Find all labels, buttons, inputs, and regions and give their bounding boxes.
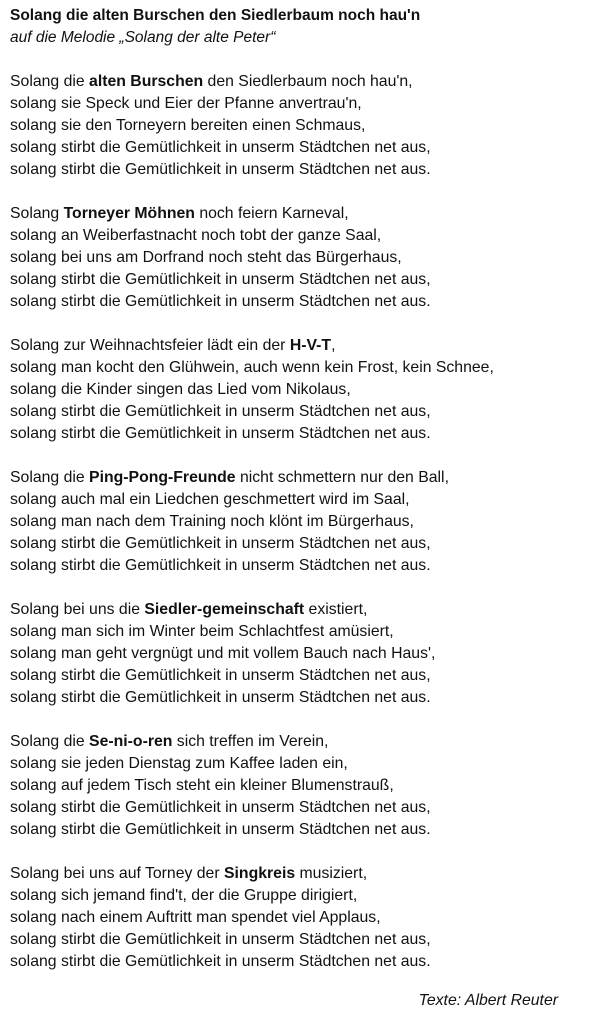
group-name: Torneyer Möhnen: [63, 205, 195, 222]
stanza-2: [10, 203, 596, 313]
song-title: Solang die alten Burschen den Siedlerbaum noch hau'n: [10, 7, 421, 24]
verse-text: noch feiern Karneval,: [194, 205, 349, 222]
verse-line: [10, 951, 596, 973]
verse-text: Solang zur Weihnachtsfeier lädt ein der: [10, 337, 290, 354]
verse-line: [10, 621, 596, 643]
verse-text: solang sie jeden Dienstag zum Kaffee laden ein,: [10, 755, 348, 772]
verse-line: [10, 93, 596, 115]
verse-text: solang stirbt die Gemütlichkeit in unserm Städtchen net aus,: [10, 535, 431, 552]
verse-line: [10, 467, 596, 489]
verse-text: Solang die: [10, 469, 90, 486]
group-name: alten Burschen: [89, 73, 204, 90]
verse-text: Solang die: [10, 733, 90, 750]
verse-line: [10, 247, 596, 269]
verse-text: Solang bei uns auf Torney der: [10, 865, 224, 882]
verse-line: [10, 225, 596, 247]
verse-line: [10, 423, 596, 445]
verse-text: solang sie den Torneyern bereiten einen Schmaus,: [10, 117, 366, 134]
verse-text: Solang bei uns die: [10, 601, 145, 618]
group-name: Ping-Pong-Freunde: [89, 469, 236, 486]
verse-text: solang nach einem Auftritt man spendet viel Applaus,: [10, 909, 381, 926]
verse-line: [10, 555, 596, 577]
verse-text: solang stirbt die Gemütlichkeit in unserm Städtchen net aus,: [10, 931, 431, 948]
verse-line: [10, 291, 596, 313]
verse-text: solang man sich im Winter beim Schlachtfest amüsiert,: [10, 623, 394, 640]
song-subtitle: auf die Melodie „Solang der alte Peter“: [10, 29, 276, 46]
verse-text: solang auch mal ein Liedchen geschmettert wird im Saal,: [10, 491, 410, 508]
verse-text: sich treffen im Verein,: [172, 733, 329, 750]
stanza-7: [10, 863, 596, 973]
verse-text: solang stirbt die Gemütlichkeit in unserm Städtchen net aus.: [10, 821, 431, 838]
verse-line: [10, 71, 596, 93]
verse-line: [10, 379, 596, 401]
verse-line: [10, 137, 596, 159]
verse-text: ,: [331, 337, 336, 354]
verse-text: den Siedlerbaum noch hau'n,: [203, 73, 413, 90]
verse-text: solang sich jemand find't, der die Gruppe dirigiert,: [10, 887, 358, 904]
verse-text: solang stirbt die Gemütlichkeit in unserm Städtchen net aus,: [10, 667, 431, 684]
verse-text: Solang die: [10, 73, 90, 90]
verse-line: [10, 753, 596, 775]
stanza-list: [10, 71, 596, 973]
verse-text: solang bei uns am Dorfrand noch steht das Bürgerhaus,: [10, 249, 402, 266]
verse-line: [10, 929, 596, 951]
verse-line: [10, 863, 596, 885]
verse-text: existiert,: [304, 601, 368, 618]
verse-line: [10, 335, 596, 357]
verse-line: [10, 643, 596, 665]
verse-text: solang stirbt die Gemütlichkeit in unserm Städtchen net aus.: [10, 425, 431, 442]
verse-text: solang die Kinder singen das Lied vom Nikolaus,: [10, 381, 351, 398]
verse-text: Solang: [10, 205, 64, 222]
verse-line: [10, 401, 596, 423]
verse-text: solang stirbt die Gemütlichkeit in unserm Städtchen net aus.: [10, 689, 431, 706]
verse-line: [10, 907, 596, 929]
stanza-4: [10, 467, 596, 577]
verse-text: solang stirbt die Gemütlichkeit in unserm Städtchen net aus,: [10, 799, 431, 816]
verse-line: [10, 159, 596, 181]
verse-line: [10, 511, 596, 533]
verse-line: [10, 489, 596, 511]
verse-line: [10, 731, 596, 753]
group-name: H-V-T: [289, 337, 332, 354]
verse-line: [10, 203, 596, 225]
verse-text: solang stirbt die Gemütlichkeit in unserm Städtchen net aus,: [10, 403, 431, 420]
group-name: Se-ni-o-ren: [89, 733, 173, 750]
stanza-6: [10, 731, 596, 841]
verse-text: solang sie Speck und Eier der Pfanne anvertrau'n,: [10, 95, 362, 112]
author-credit: Texte: Albert Reuter: [418, 992, 558, 1009]
verse-line: [10, 885, 596, 907]
group-name: Siedler-gemeinschaft: [144, 601, 305, 618]
group-name: Singkreis: [224, 865, 296, 882]
verse-text: musiziert,: [295, 865, 368, 882]
verse-line: [10, 819, 596, 841]
verse-text: solang stirbt die Gemütlichkeit in unserm Städtchen net aus.: [10, 293, 431, 310]
verse-line: [10, 357, 596, 379]
verse-text: solang stirbt die Gemütlichkeit in unserm Städtchen net aus,: [10, 271, 431, 288]
verse-text: solang stirbt die Gemütlichkeit in unserm Städtchen net aus.: [10, 953, 431, 970]
verse-text: solang stirbt die Gemütlichkeit in unserm Städtchen net aus,: [10, 139, 431, 156]
verse-text: solang stirbt die Gemütlichkeit in unserm Städtchen net aus.: [10, 161, 431, 178]
verse-line: [10, 533, 596, 555]
verse-text: solang man kocht den Glühwein, auch wenn kein Frost, kein Schnee,: [10, 359, 494, 376]
verse-line: [10, 775, 596, 797]
song-document: [10, 5, 596, 995]
stanza-5: [10, 599, 596, 709]
verse-text: solang man nach dem Training noch klönt im Bürgerhaus,: [10, 513, 414, 530]
verse-text: solang auf jedem Tisch steht ein kleiner Blumenstrauß,: [10, 777, 394, 794]
verse-line: [10, 797, 596, 819]
verse-line: [10, 269, 596, 291]
verse-text: nicht schmettern nur den Ball,: [235, 469, 449, 486]
verse-text: solang an Weiberfastnacht noch tobt der ganze Saal,: [10, 227, 382, 244]
verse-line: [10, 687, 596, 709]
stanza-1: [10, 71, 596, 181]
stanza-3: [10, 335, 596, 445]
verse-line: [10, 115, 596, 137]
verse-text: solang stirbt die Gemütlichkeit in unserm Städtchen net aus.: [10, 557, 431, 574]
verse-text: solang man geht vergnügt und mit vollem Bauch nach Haus',: [10, 645, 436, 662]
verse-line: [10, 665, 596, 687]
verse-line: [10, 599, 596, 621]
